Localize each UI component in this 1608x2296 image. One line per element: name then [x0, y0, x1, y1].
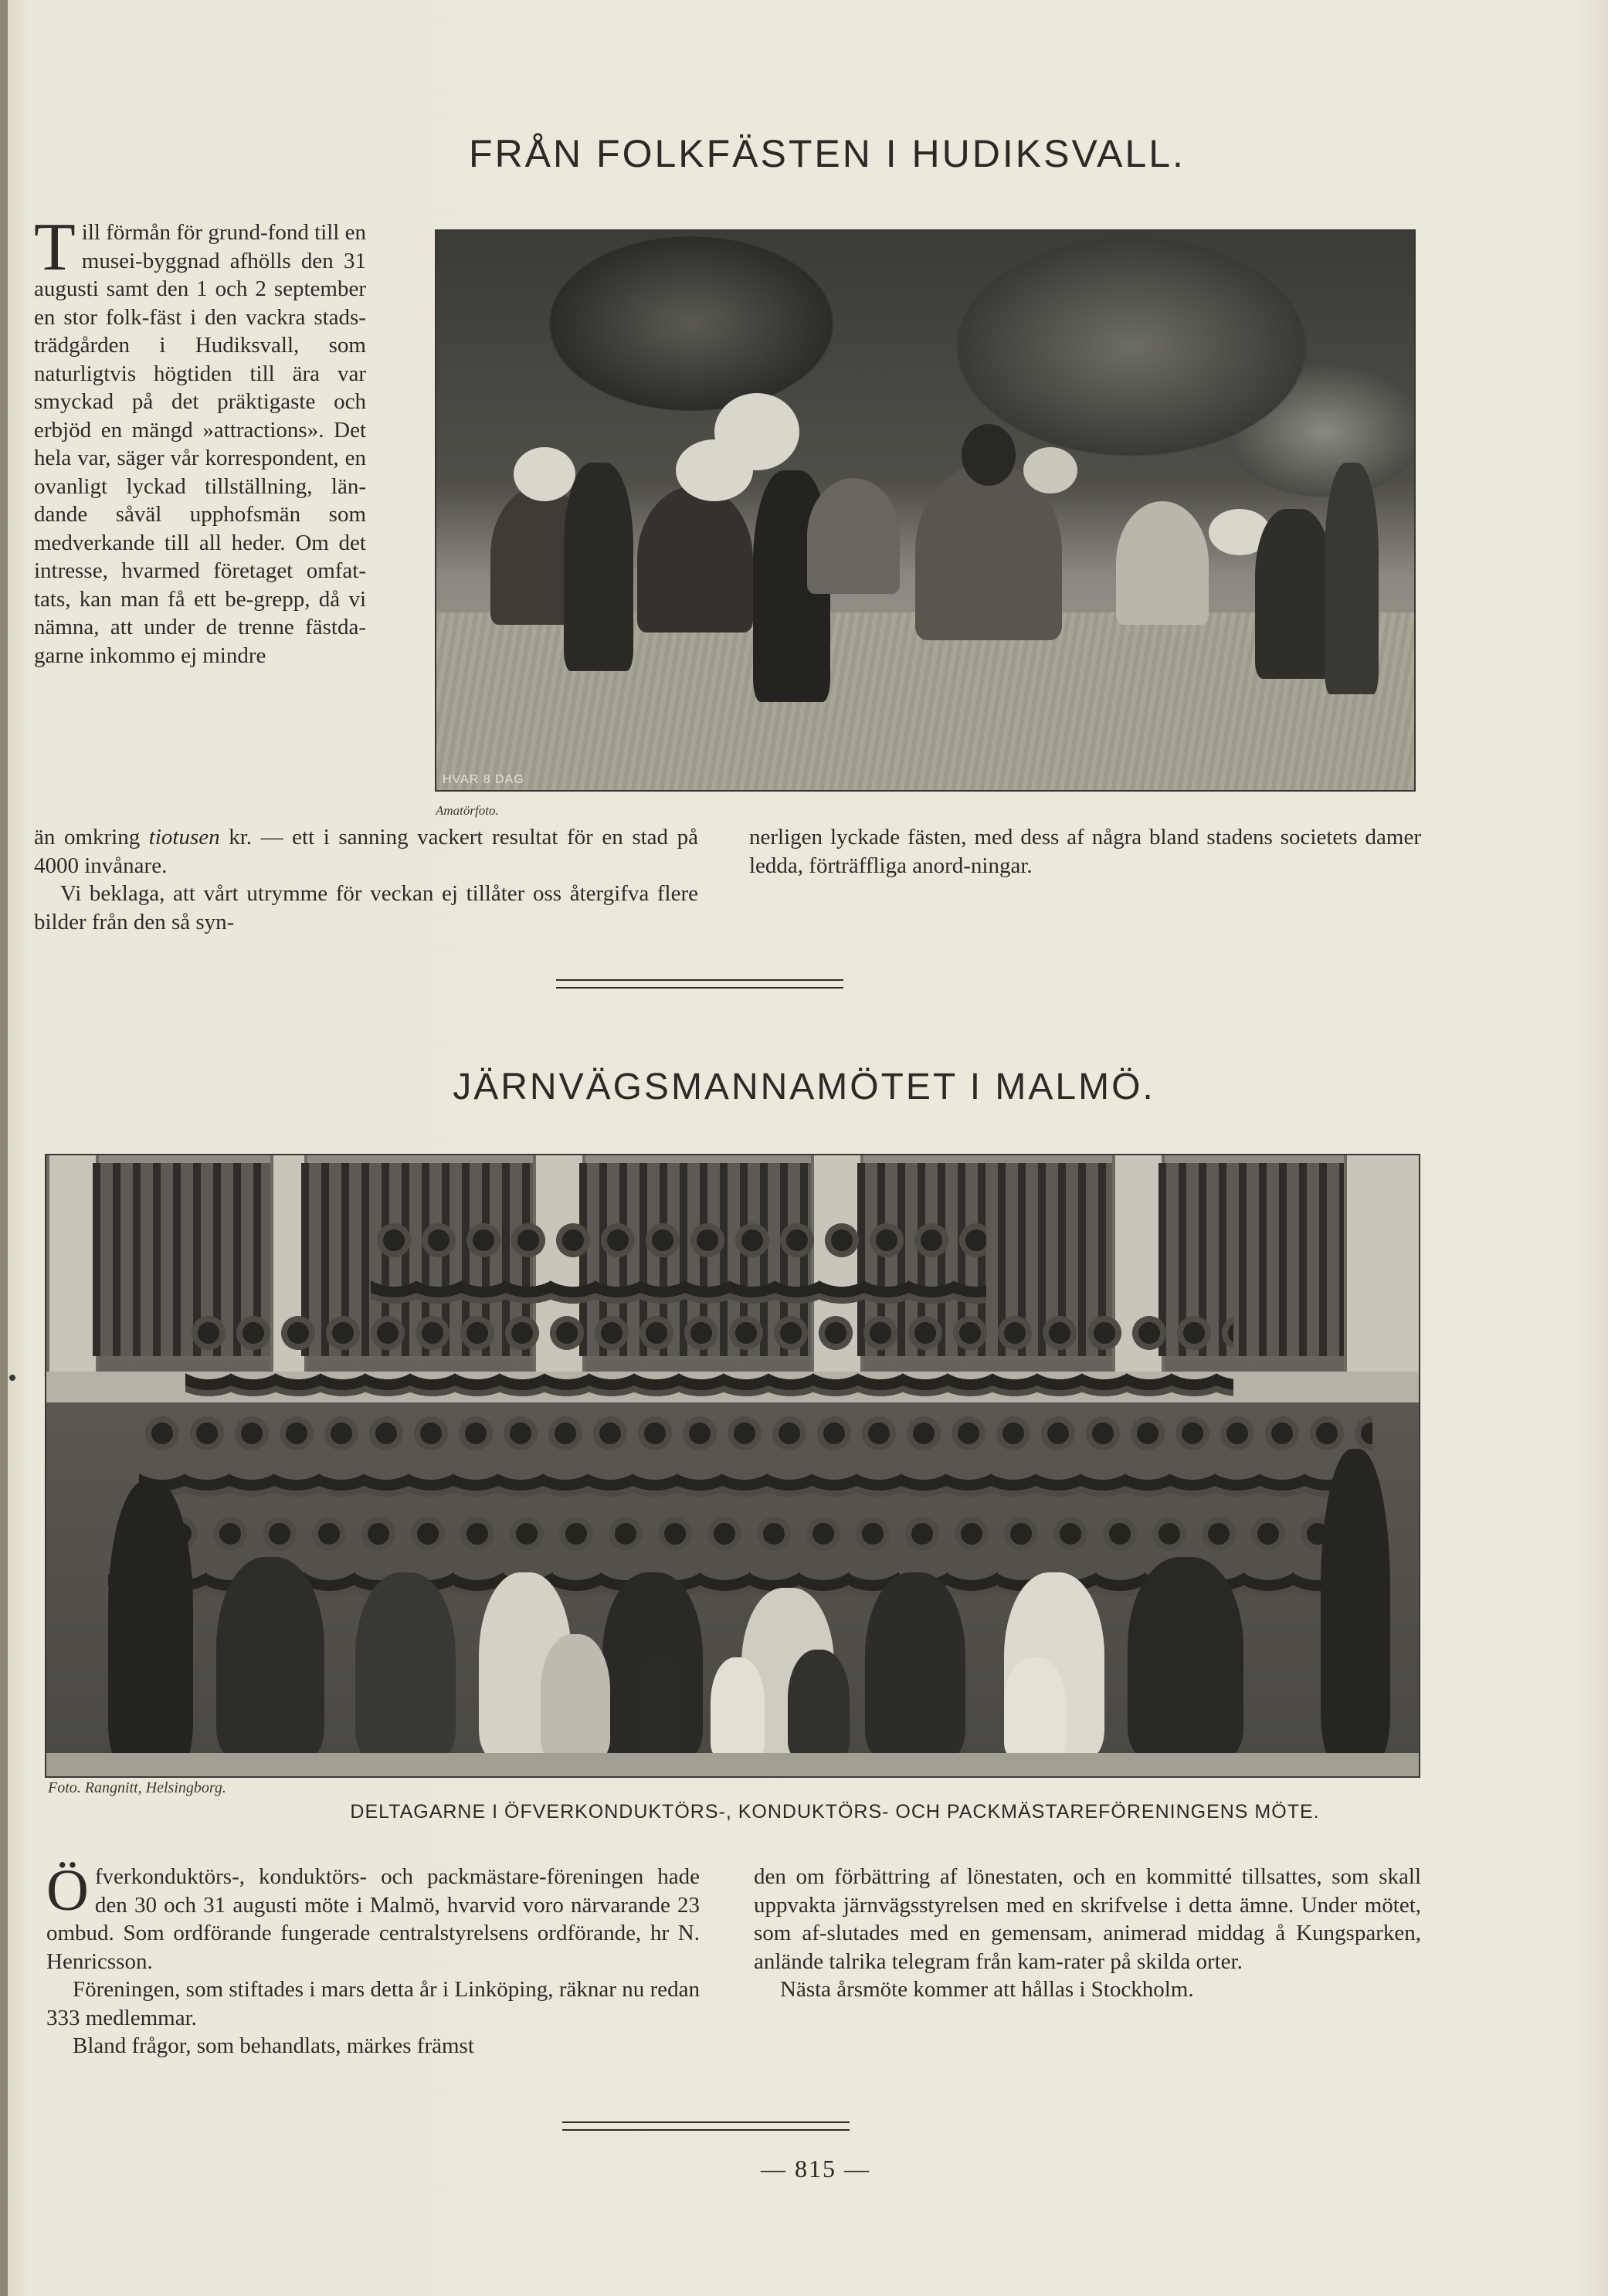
paragraph: Nästa årsmöte kommer att hållas i Stockholm.	[780, 1977, 1194, 2002]
paragraph: den om förbättring af lönestaten, och en kommitté tillsattes, som skall uppvakta järnvägsstyrelsen med en skrifvelse i detta ämne. Under mötet, som af-slutades med en gemensam, animerad middag å Kungsparken, anlände talrika telegram från kam-rater på skilda orter.	[754, 1864, 1421, 1974]
child-figure	[788, 1650, 850, 1758]
child-figure	[1004, 1657, 1066, 1758]
dancer-figure	[1255, 509, 1332, 679]
section-divider	[556, 979, 843, 989]
drop-cap: Ö	[46, 1858, 89, 1923]
paragraph: Bland frågor, som behandlats, märkes främst	[73, 2033, 474, 2058]
paragraph-text: än omkring	[34, 825, 141, 850]
photo-credit: Amatörfoto.	[436, 803, 499, 818]
crowd-row	[185, 1310, 1233, 1410]
margin-mark	[9, 1375, 15, 1381]
child-figure	[711, 1657, 765, 1758]
paragraph: Föreningen, som stiftades i mars detta år i Linköping, räknar nu redan 333 medlemmar.	[46, 1977, 700, 2030]
binding-edge	[0, 0, 8, 2296]
building-pillar	[1344, 1155, 1420, 1387]
emphasis-tiotusen: tiotusen	[148, 825, 220, 850]
paragraph: nerligen lyckade fästen, med dess af några bland stadens societets damer ledda, förträffliga anord-ningar.	[749, 825, 1421, 878]
photo-credit: Foto. Rangnitt, Helsingborg.	[48, 1779, 226, 1796]
seated-figure	[1128, 1557, 1243, 1758]
drop-cap: T	[34, 210, 76, 285]
article-folkfasten-column-wrap	[34, 210, 366, 670]
dancer-blouse	[1023, 447, 1077, 493]
paragraph	[46, 1858, 700, 1976]
dancer-figure	[637, 486, 753, 633]
photo-folk-dancers	[435, 229, 1416, 792]
crowd-back-row	[371, 1217, 986, 1318]
dancer-figure	[807, 478, 900, 594]
seated-figure	[355, 1572, 456, 1758]
ground	[46, 1753, 1419, 1776]
standing-figure	[1321, 1449, 1390, 1758]
dancer-blouse	[514, 447, 575, 501]
page-number: — 815 —	[761, 2155, 870, 2182]
seated-figure	[216, 1557, 324, 1758]
paragraph-text: fverkonduktörs-, konduktörs- och packmästare-föreningen hade den 30 och 31 augusti möte i Malmö, hvarvid voro närvarande 23 ombud. Som ordförande fungerade centralstyrelsens ordförande, hr N. Henricsson.	[46, 1864, 700, 1974]
dancer-figure	[564, 463, 633, 671]
article-jarnvag-column-right	[754, 1863, 1421, 2004]
article-jarnvag-column-left	[46, 1858, 700, 2060]
paragraph: Vi beklaga, att vårt utrymme för veckan ej tillåter oss återgifva flere bilder från den så syn-	[34, 881, 698, 934]
child-figure	[541, 1634, 610, 1758]
section-title-jarnvagsmannamotet: JÄRNVÄGSMANNAMÖTET I MALMÖ.	[453, 1067, 1155, 1107]
dancer-figure	[1116, 501, 1209, 625]
photo-caption: DELTAGARNE I ÖFVERKONDUKTÖRS-, KONDUKTÖRS- OCH PACKMÄSTAREFÖRENINGENS MÖTE.	[350, 1801, 1320, 1823]
section-divider	[562, 2121, 850, 2131]
photo-watermark: HVAR 8 DAG	[443, 773, 524, 786]
seated-figure	[865, 1572, 965, 1758]
building-pillar	[46, 1155, 99, 1387]
dancer-blouse	[714, 393, 799, 470]
child-figure	[633, 1650, 687, 1758]
article-folkfasten-column-right	[749, 823, 1421, 880]
dancer-head	[962, 424, 1016, 486]
photo-group-portrait	[45, 1154, 1420, 1778]
standing-figure	[108, 1480, 193, 1765]
crowd-row	[139, 1410, 1372, 1511]
article-folkfasten-column-left	[34, 823, 698, 936]
section-title-folkfasten: FRÅN FOLKFÄSTEN I HUDIKSVALL.	[469, 132, 1186, 175]
paragraph-text: kr. — ett i sanning vackert resultat för en stad på 4000 invånare.	[34, 825, 698, 878]
paragraph	[34, 210, 366, 670]
paragraph	[34, 823, 698, 880]
paragraph-text: ill förmån för grund-fond till en musei-byggnad afhölls den 31 augusti samt den 1 och 2 september en stor folk-fäst i den vackra stads-trädgården i Hudiksvall, som naturligtvis högtiden till ära var smyckad på det präktigaste och erbjöd en mängd »attractions». Det hela var, säger vår korrespondent, en ovanligt lyckad tillställning, län-dande såväl upphofsmän som medverkande till all heder. Om det intresse, hvarmed företaget omfat-tats, kan man få ett be-grepp, då vi nämna, att under de trenne fästda-garne inkommo ej mindre	[34, 220, 366, 668]
dancer-figure	[1325, 463, 1379, 694]
